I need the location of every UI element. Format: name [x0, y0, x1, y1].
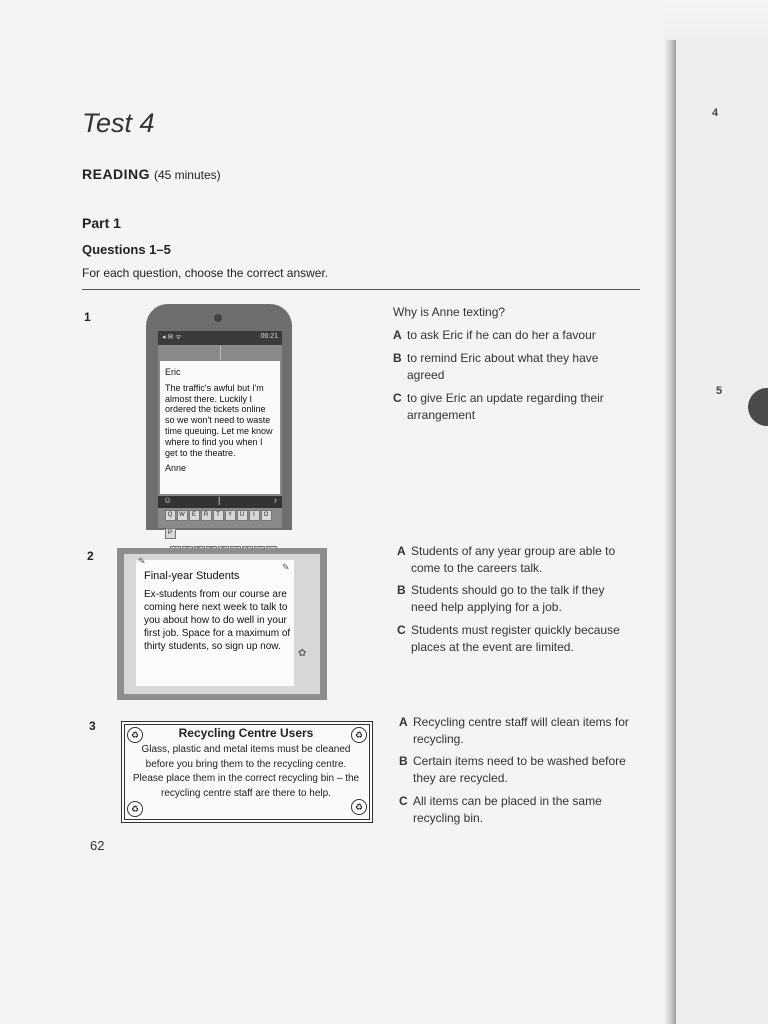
keyboard-key: R: [201, 510, 212, 521]
option-b: [399, 753, 649, 787]
keyboard-key: Q: [165, 510, 176, 521]
page-spine-top: [664, 0, 768, 40]
section-duration: (45 minutes): [153, 168, 221, 182]
phone-camera: [214, 314, 222, 322]
sign-title: Recycling Centre Users: [178, 726, 314, 740]
emoji-icon: ☺: [163, 495, 173, 505]
page-spine-shadow: [664, 40, 676, 1024]
option-a: [399, 714, 644, 748]
option-text: to remind Eric about what they have agreed: [407, 351, 599, 382]
option-text: Students should go to the talk if they need help applying for a job.: [411, 583, 605, 614]
recycle-icon: ♻: [127, 801, 143, 817]
test-title: Test 4: [82, 108, 155, 138]
option-letter: C: [397, 623, 406, 637]
notice-body: Ex-students from our course are coming here next week to talk to you about how to do well in your first job. Space for a maximum of thirty students, so sign up now.: [144, 589, 291, 652]
option-text: Students must register quickly because places at the event are limited.: [411, 623, 620, 654]
keyboard-key: U: [237, 510, 248, 521]
option-text: Certain items need to be washed before they are recycled.: [413, 754, 626, 785]
pin-icon: ✿: [298, 648, 307, 659]
option-a: [393, 327, 633, 344]
keyboard-key: W: [177, 510, 188, 521]
question-number: 3: [89, 719, 96, 733]
recycle-icon: ♻: [351, 727, 367, 743]
notice-title: Final-year Students: [144, 570, 240, 582]
cursor-icon: |: [218, 495, 221, 505]
page-number: 62: [90, 838, 105, 853]
question-number: 2: [87, 549, 94, 563]
instruction-text: For each question, choose the correct answer.: [82, 266, 329, 280]
recycle-icon: ♻: [351, 799, 367, 815]
keyboard-key: P: [165, 528, 176, 539]
text-message: [160, 361, 280, 494]
option-c: [393, 390, 633, 424]
facing-page-number-5: 5: [716, 385, 723, 397]
option-letter: B: [397, 583, 406, 597]
option-b: [397, 582, 642, 616]
part-heading: Part 1: [82, 215, 121, 231]
option-text: All items can be placed in the same recycling bin.: [413, 794, 602, 825]
divider: [82, 289, 640, 290]
status-icons: ◂ ✉ ᯤ: [162, 334, 182, 341]
message-recipient: Eric: [165, 367, 181, 377]
section-title: READING: [82, 166, 151, 182]
phone-status-bar: [158, 331, 282, 345]
keyboard-row: [164, 509, 280, 545]
option-b: [393, 350, 633, 384]
option-letter: B: [393, 351, 402, 365]
message-signature: Anne: [165, 463, 187, 474]
question-text: Why is Anne texting?: [393, 305, 506, 319]
questions-range: Questions 1–5: [82, 242, 171, 257]
message-input-bar: [158, 496, 282, 508]
recycle-icon: ♻: [127, 727, 143, 743]
sign-body: Glass, plastic and metal items must be cleaned before you bring them to the recycling centre. Please place them in the correct recycling bin – the recycling centre staff are there to help.: [132, 744, 360, 799]
section-heading: [82, 166, 221, 182]
keyboard-key: T: [213, 510, 224, 521]
phone-time: 06:21: [260, 333, 278, 340]
screen-divider: [220, 346, 221, 360]
option-letter: A: [393, 328, 402, 342]
keyboard-key: E: [189, 510, 200, 521]
pin-icon: ✎: [138, 556, 146, 566]
option-letter: C: [393, 391, 402, 405]
question-number: 1: [84, 310, 91, 324]
phone-keyboard: [164, 509, 280, 536]
keyboard-key: O: [261, 510, 272, 521]
keyboard-key: I: [249, 510, 260, 521]
notice-paper: [136, 560, 294, 686]
facing-page: [672, 40, 768, 1024]
option-text: Recycling centre staff will clean items for recycling.: [413, 715, 629, 746]
option-c: [399, 793, 644, 827]
keyboard-key: Y: [225, 510, 236, 521]
option-letter: A: [399, 715, 408, 729]
option-text: to give Eric an update regarding their arrangement: [407, 391, 604, 422]
option-letter: A: [397, 544, 406, 558]
option-letter: B: [399, 754, 408, 768]
option-a: [397, 543, 642, 577]
send-icon: ›: [274, 495, 277, 505]
pin-icon: ✎: [282, 562, 290, 572]
option-text: Students of any year group are able to come to the careers talk.: [411, 544, 616, 575]
option-letter: C: [399, 794, 408, 808]
option-c: [397, 622, 647, 656]
message-body: The traffic's awful but I'm almost there. Luckily I ordered the tickets online so we won't need to waste time queuing. Let me know where to find you when I get to the theatre.: [165, 382, 273, 458]
option-text: to ask Eric if he can do her a favour: [407, 328, 596, 342]
facing-page-number-4: 4: [712, 107, 719, 119]
